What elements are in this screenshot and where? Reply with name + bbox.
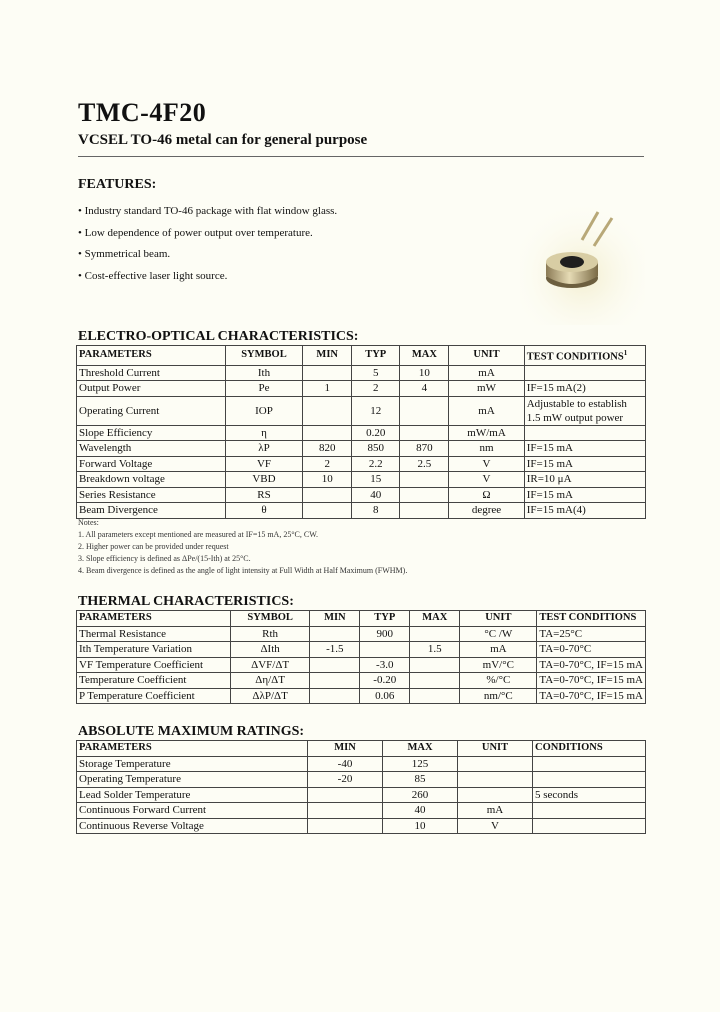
table-row (77, 673, 646, 689)
table-cell: ΔIth (230, 642, 310, 658)
table-cell (303, 503, 352, 519)
table-cell: Ith (225, 365, 303, 381)
table-cell: Operating Current (77, 396, 226, 425)
table-row (77, 487, 646, 503)
table-cell: Adjustable to establish 1.5 mW output power (524, 396, 645, 425)
table-cell (400, 472, 449, 488)
table-cell: 10 (303, 472, 352, 488)
table-cell: Forward Voltage (77, 456, 226, 472)
table-cell: TA=0-70°C, IF=15 mA (537, 688, 646, 704)
table-cell (410, 673, 460, 689)
table-cell (524, 425, 645, 441)
table-header-row (77, 741, 646, 757)
table-header-row (77, 346, 646, 366)
table-cell: degree (449, 503, 524, 519)
table-cell (303, 425, 352, 441)
table-cell: 2.5 (400, 456, 449, 472)
table-cell: 40 (383, 803, 458, 819)
table-cell: Δη/ΔT (230, 673, 310, 689)
table-cell: nm/°C (460, 688, 537, 704)
table-row (77, 381, 646, 397)
table-cell: ΔλP/ΔT (230, 688, 310, 704)
table-cell (400, 503, 449, 519)
table-cell: mA (460, 642, 537, 658)
vcsel-can-photo (520, 200, 645, 325)
table-cell: 820 (303, 441, 352, 457)
electro-optical-table (76, 345, 646, 519)
table-cell: VF (225, 456, 303, 472)
table-row (77, 472, 646, 488)
col-typ: TYP (351, 346, 399, 366)
notes-label: Notes: (78, 518, 99, 527)
table-row (77, 803, 646, 819)
table-cell (458, 756, 533, 772)
table-cell: Output Power (77, 381, 226, 397)
table-cell (303, 487, 352, 503)
col-parameters: PARAMETERS (77, 346, 226, 366)
table-cell (400, 425, 449, 441)
table-cell (310, 657, 360, 673)
table-cell: Storage Temperature (77, 756, 308, 772)
table-cell: 4 (400, 381, 449, 397)
table-cell: mW/mA (449, 425, 524, 441)
table-row (77, 688, 646, 704)
page-title: TMC-4F20 (78, 98, 207, 127)
col-max: MAX (383, 741, 458, 757)
table-cell (533, 818, 646, 834)
table-cell: 900 (360, 626, 410, 642)
table-cell (308, 787, 383, 803)
table-cell: -3.0 (360, 657, 410, 673)
table-cell (410, 657, 460, 673)
table-cell: 85 (383, 772, 458, 788)
table-cell (303, 396, 352, 425)
table-cell (400, 487, 449, 503)
table-cell (310, 626, 360, 642)
table-cell: TA=0-70°C (537, 642, 646, 658)
table-cell: θ (225, 503, 303, 519)
table-cell: 12 (351, 396, 399, 425)
table-cell: 40 (351, 487, 399, 503)
table-cell (303, 365, 352, 381)
table-cell: IF=15 mA (524, 487, 645, 503)
table-cell: Series Resistance (77, 487, 226, 503)
table-cell: 15 (351, 472, 399, 488)
table-row (77, 626, 646, 642)
table-cell: IF=15 mA (524, 456, 645, 472)
table-cell: 0.20 (351, 425, 399, 441)
table-cell: 1.5 (410, 642, 460, 658)
col-max: MAX (410, 611, 460, 627)
table-cell: Ith Temperature Variation (77, 642, 231, 658)
table-cell: V (449, 456, 524, 472)
table-cell (310, 688, 360, 704)
feature-item: • Industry standard TO-46 package with flat window glass. (78, 205, 338, 217)
title-divider (78, 156, 644, 157)
table-cell: IR=10 μA (524, 472, 645, 488)
table-row (77, 657, 646, 673)
table-cell: °C /W (460, 626, 537, 642)
table-row (77, 396, 646, 425)
feature-item: • Low dependence of power output over temperature. (78, 226, 313, 239)
notes-block (78, 517, 407, 577)
table-cell (533, 756, 646, 772)
table-cell (308, 818, 383, 834)
col-unit: UNIT (449, 346, 524, 366)
table-cell: 260 (383, 787, 458, 803)
table-cell: 5 seconds (533, 787, 646, 803)
table-cell: Rth (230, 626, 310, 642)
table-cell (533, 803, 646, 819)
table-cell: 10 (383, 818, 458, 834)
table-row (77, 456, 646, 472)
table-cell: -20 (308, 772, 383, 788)
col-min: MIN (308, 741, 383, 757)
features-heading: FEATURES: (78, 177, 157, 192)
table-cell: IF=15 mA(4) (524, 503, 645, 519)
table-cell: -1.5 (310, 642, 360, 658)
table-cell: P Temperature Coefficient (77, 688, 231, 704)
table-cell: IF=15 mA(2) (524, 381, 645, 397)
table-header-row (77, 611, 646, 627)
table-cell: mA (449, 396, 524, 425)
feature-item: • Cost-effective laser light source. (78, 269, 228, 282)
table-cell: 1 (303, 381, 352, 397)
table-cell: %/°C (460, 673, 537, 689)
table-cell (458, 787, 533, 803)
table-cell: Continuous Forward Current (77, 803, 308, 819)
col-unit: UNIT (460, 611, 537, 627)
absolute-max-table (76, 740, 646, 834)
table-cell: 870 (400, 441, 449, 457)
table-cell: mW (449, 381, 524, 397)
table-cell: Pe (225, 381, 303, 397)
table-cell: -40 (308, 756, 383, 772)
col-parameters: PARAMETERS (77, 741, 308, 757)
col-test-conditions: TEST CONDITIONS$^1$ (524, 346, 645, 366)
table-row (77, 365, 646, 381)
table-cell: 8 (351, 503, 399, 519)
table-cell: Thermal Resistance (77, 626, 231, 642)
table-cell (308, 803, 383, 819)
col-parameters: PARAMETERS (77, 611, 231, 627)
table-cell: RS (225, 487, 303, 503)
col-min: MIN (310, 611, 360, 627)
table-row (77, 787, 646, 803)
page-subtitle: VCSEL TO-46 metal can for general purpose (78, 132, 368, 148)
table-cell (400, 396, 449, 425)
thermal-heading: THERMAL CHARACTERISTICS: (78, 594, 294, 609)
table-cell: TA=25°C (537, 626, 646, 642)
col-unit: UNIT (458, 741, 533, 757)
table-cell: 2 (303, 456, 352, 472)
table-cell (410, 626, 460, 642)
note-item: 1. All parameters except mentioned are measured at IF=15 mA, 25°C, CW. (78, 530, 319, 539)
table-cell: -0.20 (360, 673, 410, 689)
table-cell: Ω (449, 487, 524, 503)
table-cell: 5 (351, 365, 399, 381)
note-item: 3. Slope efficiency is defined as ΔPe/(15-Ith) at 25°C. (78, 554, 251, 563)
table-row (77, 503, 646, 519)
table-cell: mA (458, 803, 533, 819)
table-cell: 850 (351, 441, 399, 457)
table-cell: Breakdown voltage (77, 472, 226, 488)
table-row (77, 772, 646, 788)
features-list (78, 201, 337, 287)
col-symbol: SYMBOL (225, 346, 303, 366)
table-cell: Lead Solder Temperature (77, 787, 308, 803)
table-cell: mA (449, 365, 524, 381)
col-conditions: CONDITIONS (533, 741, 646, 757)
table-cell (360, 642, 410, 658)
table-cell: η (225, 425, 303, 441)
table-cell: Slope Efficiency (77, 425, 226, 441)
table-row (77, 756, 646, 772)
table-cell (458, 772, 533, 788)
table-cell: 0.06 (360, 688, 410, 704)
table-cell: IF=15 mA (524, 441, 645, 457)
table-cell: 2.2 (351, 456, 399, 472)
table-cell: Continuous Reverse Voltage (77, 818, 308, 834)
table-cell (410, 688, 460, 704)
table-row (77, 642, 646, 658)
table-cell: 125 (383, 756, 458, 772)
col-typ: TYP (360, 611, 410, 627)
col-min: MIN (303, 346, 352, 366)
table-cell: Temperature Coefficient (77, 673, 231, 689)
note-item: 2. Higher power can be provided under request (78, 542, 229, 551)
note-item: 4. Beam divergence is defined as the angle of light intensity at Full Width at Half Maximum (FWHM). (78, 566, 408, 575)
thermal-table (76, 610, 646, 704)
col-symbol: SYMBOL (230, 611, 310, 627)
table-cell: ΔVF/ΔT (230, 657, 310, 673)
electro-optical-heading: ELECTRO-OPTICAL CHARACTERISTICS: (78, 329, 359, 344)
feature-item: • Symmetrical beam. (78, 248, 171, 260)
col-max: MAX (400, 346, 449, 366)
table-cell: V (449, 472, 524, 488)
table-cell: Operating Temperature (77, 772, 308, 788)
table-row (77, 441, 646, 457)
col-test-conditions: TEST CONDITIONS (537, 611, 646, 627)
absolute-max-heading: ABSOLUTE MAXIMUM RATINGS: (78, 724, 305, 739)
table-cell: Wavelength (77, 441, 226, 457)
table-cell: Threshold Current (77, 365, 226, 381)
table-row (77, 425, 646, 441)
table-cell: TA=0-70°C, IF=15 mA (537, 673, 646, 689)
table-cell: VF Temperature Coefficient (77, 657, 231, 673)
table-row (77, 818, 646, 834)
table-cell: λP (225, 441, 303, 457)
table-cell: IOP (225, 396, 303, 425)
header-note-mark: 1 (623, 349, 628, 357)
table-cell: Beam Divergence (77, 503, 226, 519)
table-cell: VBD (225, 472, 303, 488)
table-cell: mV/°C (460, 657, 537, 673)
table-cell: TA=0-70°C, IF=15 mA (537, 657, 646, 673)
table-cell (310, 673, 360, 689)
table-cell (533, 772, 646, 788)
table-cell: 10 (400, 365, 449, 381)
table-cell: V (458, 818, 533, 834)
table-cell (524, 365, 645, 381)
table-cell: nm (449, 441, 524, 457)
table-cell: 2 (351, 381, 399, 397)
